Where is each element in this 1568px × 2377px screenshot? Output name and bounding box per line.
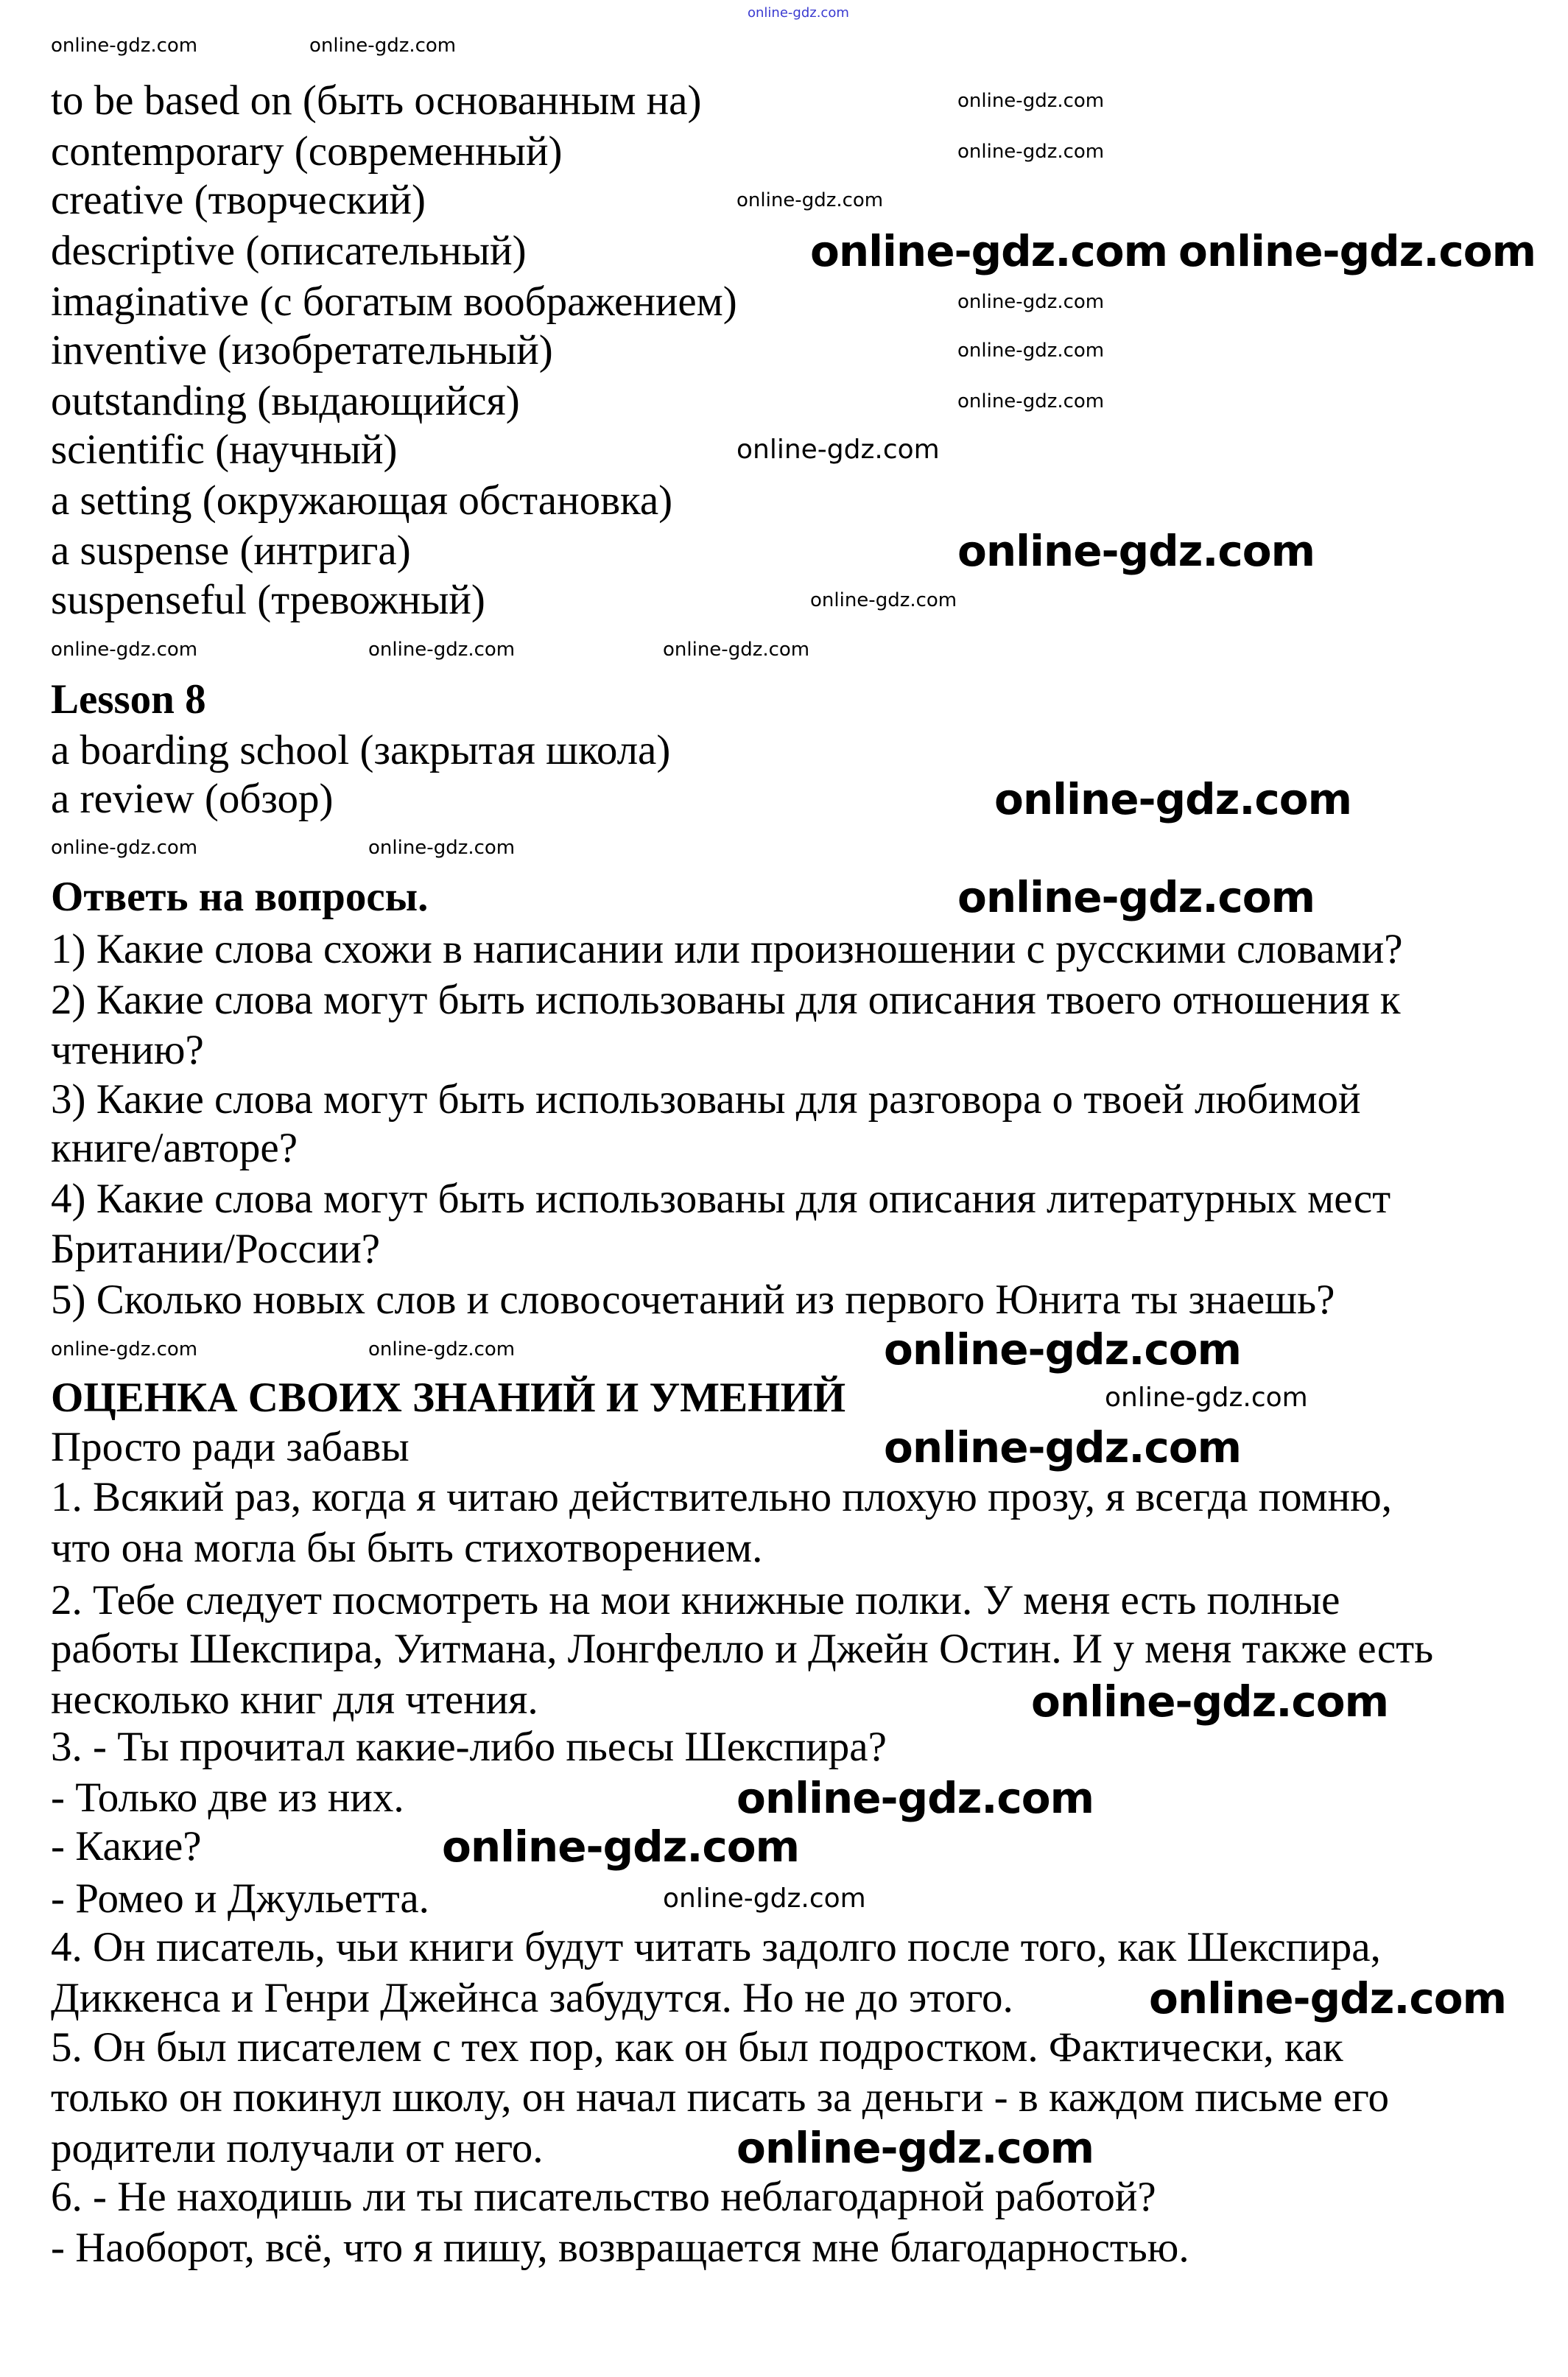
text-line: outstanding (выдающийся)	[51, 378, 520, 424]
watermark: online-gdz.com	[368, 837, 516, 859]
watermark: online-gdz.com	[1031, 1676, 1389, 1727]
watermark: online-gdz.com	[51, 639, 198, 661]
text-line: suspenseful (тревожный)	[51, 577, 485, 623]
text-line: - Ромео и Джульетта.	[51, 1875, 429, 1922]
text-line: descriptive (описательный)	[51, 228, 527, 274]
text-line: creative (творческий)	[51, 177, 426, 223]
text-line: книге/авторе?	[51, 1125, 298, 1171]
watermark: online-gdz.com	[736, 189, 884, 211]
watermark: online-gdz.com	[957, 872, 1315, 922]
watermark: online-gdz.com	[663, 1883, 866, 1914]
text-line: 3. - Ты прочитал какие-либо пьесы Шекспира?	[51, 1724, 887, 1770]
text-line: 3) Какие слова могут быть использованы для разговора о твоей любимой	[51, 1076, 1361, 1123]
watermark: online-gdz.com	[51, 1338, 198, 1360]
watermark: online-gdz.com	[368, 639, 516, 661]
watermark: online-gdz.com	[957, 340, 1105, 362]
text-line: 6. - Не находишь ли ты писательство неблагодарной работой?	[51, 2174, 1156, 2220]
text-line: только он покинул школу, он начал писать за деньги - в каждом письме его	[51, 2074, 1389, 2121]
text-line: чтению?	[51, 1027, 204, 1073]
watermark: online-gdz.com	[884, 1422, 1242, 1472]
text-line: scientific (научный)	[51, 426, 398, 473]
text-line: Британии/России?	[51, 1226, 381, 1272]
watermark: online-gdz.com	[957, 291, 1105, 313]
watermark: online-gdz.com	[736, 1773, 1094, 1823]
watermark: online-gdz.com	[957, 390, 1105, 412]
watermark: online-gdz.com	[1149, 1973, 1507, 2023]
text-line: 5. Он был писателем с тех пор, как он был подростком. Фактически, как	[51, 2024, 1343, 2071]
text-line: несколько книг для чтения.	[51, 1676, 538, 1723]
watermark: online-gdz.com	[736, 435, 940, 465]
lesson-heading: Lesson 8	[51, 676, 206, 723]
text-line: 2) Какие слова могут быть использованы для описания твоего отношения к	[51, 977, 1401, 1023]
watermark: online-gdz.com	[810, 226, 1168, 276]
watermark: online-gdz.com	[957, 141, 1105, 163]
text-line: imaginative (с богатым воображением)	[51, 278, 737, 325]
watermark: online-gdz.com	[957, 90, 1105, 112]
text-line: что она могла бы быть стихотворением.	[51, 1525, 763, 1571]
watermark: online-gdz.com	[1105, 1383, 1308, 1413]
section-heading: ОЦЕНКА СВОИХ ЗНАНИЙ И УМЕНИЙ	[51, 1374, 846, 1421]
text-line: 1. Всякий раз, когда я читаю действительно плохую прозу, я всегда помню,	[51, 1474, 1392, 1520]
watermark: online-gdz.com	[884, 1324, 1242, 1374]
watermark: online-gdz.com	[442, 1822, 800, 1872]
text-line: - Какие?	[51, 1823, 202, 1869]
watermark: online-gdz.com	[994, 774, 1352, 824]
watermark: online-gdz.com	[51, 837, 198, 859]
watermark: online-gdz.com	[51, 35, 198, 57]
watermark: online-gdz.com	[663, 639, 810, 661]
text-line: 4) Какие слова могут быть использованы для описания литературных мест	[51, 1176, 1391, 1222]
text-line: inventive (изобретательный)	[51, 327, 553, 373]
text-line: contemporary (современный)	[51, 128, 563, 175]
watermark: online-gdz.com	[1178, 226, 1536, 276]
text-line: 2. Тебе следует посмотреть на мои книжные полки. У меня есть полные	[51, 1577, 1340, 1623]
text-line: родители получали от него.	[51, 2125, 544, 2171]
watermark: online-gdz.com	[810, 589, 957, 611]
text-line: a review (обзор)	[51, 776, 334, 822]
questions-heading: Ответь на вопросы.	[51, 874, 429, 920]
text-line: to be based on (быть основанным на)	[51, 77, 702, 124]
text-line: 1) Какие слова схожи в написании или произношении с русскими словами?	[51, 926, 1403, 972]
watermark: online-gdz.com	[748, 5, 849, 21]
text-line: a boarding school (закрытая школа)	[51, 727, 671, 773]
text-line: работы Шекспира, Уитмана, Лонгфелло и Джейн Остин. И у меня также есть	[51, 1626, 1434, 1672]
watermark: online-gdz.com	[368, 1338, 516, 1360]
subheading: Просто ради забавы	[51, 1424, 409, 1470]
text-line: Диккенса и Генри Джейнса забудутся. Но не до этого.	[51, 1975, 1013, 2021]
text-line: - Только две из них.	[51, 1774, 404, 1821]
text-line: a suspense (интрига)	[51, 527, 411, 574]
watermark: online-gdz.com	[309, 35, 457, 57]
text-line: - Наоборот, всё, что я пишу, возвращается мне благодарностью.	[51, 2225, 1189, 2271]
watermark: online-gdz.com	[736, 2123, 1094, 2173]
text-line: 4. Он писатель, чьи книги будут читать задолго после того, как Шекспира,	[51, 1924, 1381, 1970]
watermark: online-gdz.com	[957, 526, 1315, 576]
text-line: 5) Сколько новых слов и словосочетаний из первого Юнита ты знаешь?	[51, 1277, 1335, 1323]
text-line: a setting (окружающая обстановка)	[51, 477, 673, 524]
